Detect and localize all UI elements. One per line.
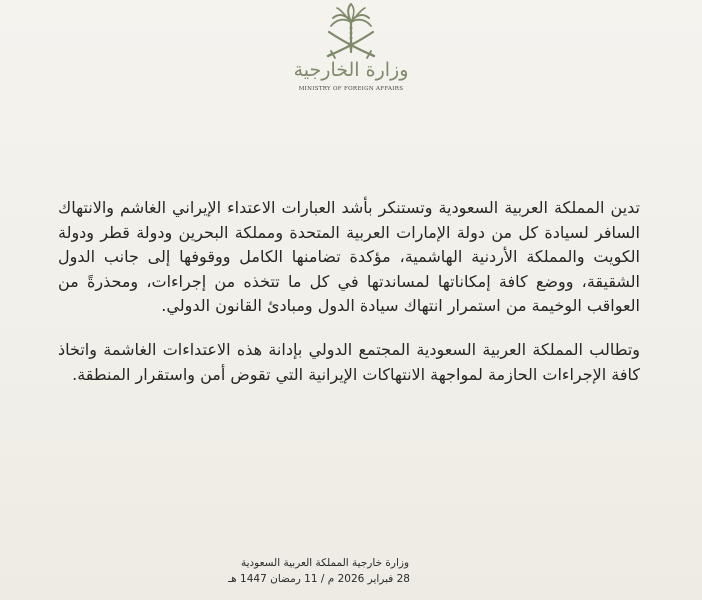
statement-paragraph-1: تدين المملكة العربية السعودية وتستنكر بأشد العبارات الاعتداء الإيراني الغاشم والانتهاك السافر لسيادة كل من دولة الإمارات العربية المتحدة ومملكة البحرين ودولة قطر ودولة الكويت والمملكة الأردنية الهاشمية، مؤكدة تضامنها الكامل ووقوفها إلى جانب الدول الشقيقة، ووضع كافة إمكاناتها لمساندتها في كل ما تتخذه من إجراءات، ومحذرةً من العواقب الوخيمة من استمرار انتهاك سيادة الدول ومبادئ القانون الدولي. [58,198,640,316]
saudi-emblem-palm-swords-icon [316,2,386,62]
letterhead [0,0,702,110]
statement-paragraph-2: وتطالب المملكة العربية السعودية المجتمع الدولي بإدانة هذه الاعتداءات الغاشمة واتخاذ كافة الإجراءات الحازمة لمواجهة الانتهاكات الإيرانية التي تقوض أمن واستقرار المنطقة. [58,339,640,384]
statement-body [58,196,640,387]
signature-date: 28 فبراير 2026 م / 11 رمضان 1447 هـ [228,573,410,585]
ministry-name-english: MINISTRY OF FOREIGN AFFAIRS [298,86,404,92]
signature-issuer: وزارة خارجية المملكة العربية السعودية [240,557,410,569]
signature-block [228,555,410,587]
ministry-name-arabic: وزارة الخارجية [293,59,409,81]
